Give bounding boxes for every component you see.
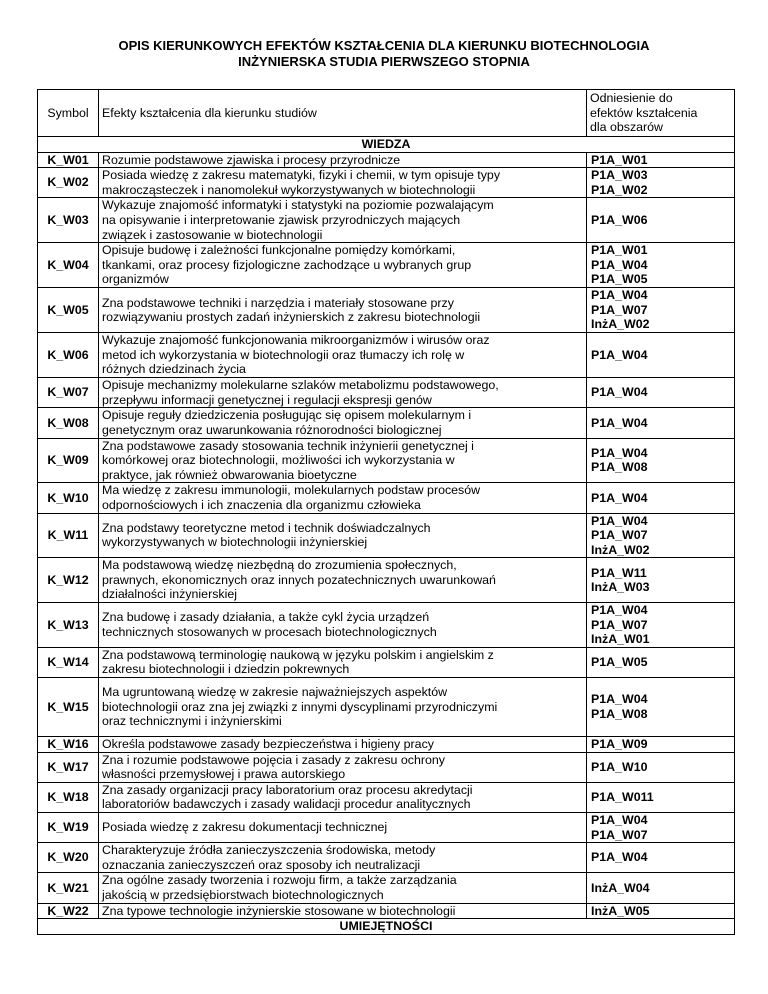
- outcome-symbol: K_W01: [38, 152, 99, 168]
- description-line: przepływu informacji genetycznej i regulacji ekspresji genów: [102, 392, 432, 407]
- outcome-symbol: K_W09: [38, 438, 99, 483]
- description-line: Wykazuje znajomość informatyki i statystyki na poziomie pozwalającym: [102, 198, 494, 213]
- outcome-references: [587, 288, 735, 333]
- outcome-references: [587, 782, 735, 812]
- outcome-references: [587, 438, 735, 483]
- outcome-description: [99, 168, 587, 198]
- reference-code: P1A_W04: [591, 850, 648, 865]
- description-line: Opisuje reguły dziedziczenia posługując się opisem molekularnym i: [102, 408, 472, 423]
- description-line: zakresu biotechnologii i dziedzin pokrewnych: [102, 662, 350, 677]
- table-row: [38, 813, 735, 843]
- description-line: oraz technicznymi i inżynierskimi: [102, 714, 282, 729]
- header-effects: Efekty kształcenia dla kierunku studiów: [99, 90, 587, 137]
- description-line: technicznych stosowanych w procesach biotechnologicznych: [102, 624, 437, 639]
- outcome-symbol: K_W11: [38, 513, 99, 558]
- reference-code: P1A_W07: [591, 617, 648, 632]
- description-line: praktyce, jak również obwarowania bioetyczne: [102, 467, 357, 482]
- outcome-description: [99, 378, 587, 408]
- description-line: makrocząsteczek i nanomolekuł wykorzystywanych w biotechnologii: [102, 182, 476, 197]
- reference-code: P1A_W04: [591, 347, 648, 362]
- outcome-description: [99, 198, 587, 243]
- outcome-description: [99, 603, 587, 648]
- reference-code: P1A_W04: [591, 288, 648, 303]
- reference-code: InżA_W02: [591, 542, 650, 557]
- description-line: Zna podstawy teoretyczne metod i technik doświadczalnych: [102, 520, 431, 535]
- header-reference-line: Odniesienie do: [590, 91, 673, 106]
- table-row: [38, 782, 735, 812]
- reference-code: P1A_W01: [591, 152, 648, 167]
- description-line: Zna zasady organizacji pracy laboratorium oraz procesu akredytacji: [102, 782, 473, 797]
- outcome-description: [99, 333, 587, 378]
- outcome-description: [99, 438, 587, 483]
- outcome-description: [99, 678, 587, 737]
- description-line: prawnych, ekonomicznych oraz innych pozatechnicznych uwarunkowań: [102, 572, 496, 587]
- reference-code: InżA_W04: [591, 880, 650, 895]
- table-row: [38, 168, 735, 198]
- outcome-references: [587, 483, 735, 513]
- reference-code: P1A_W04: [591, 692, 648, 707]
- description-line: Zna podstawową terminologię naukową w języku polskim i angielskim z: [102, 647, 494, 662]
- outcome-references: [587, 333, 735, 378]
- table-row: [38, 843, 735, 873]
- reference-code: P1A_W04: [591, 385, 648, 400]
- reference-code: P1A_W03: [591, 168, 648, 183]
- description-line: Posiada wiedzę z zakresu matematyki, fizyki i chemii, w tym opisuje typy: [102, 168, 501, 183]
- description-line: Ma podstawową wiedzę niezbędną do zrozumienia społecznych,: [102, 558, 457, 573]
- reference-code: P1A_W05: [591, 655, 648, 670]
- outcome-symbol: K_W10: [38, 483, 99, 513]
- reference-code: InżA_W05: [591, 903, 650, 918]
- description-line: oznaczania zanieczyszczeń oraz sposoby ich neutralizacji: [102, 857, 421, 872]
- table-row: [38, 152, 735, 168]
- outcome-symbol: K_W19: [38, 813, 99, 843]
- table-row: [38, 903, 735, 919]
- description-line: Posiada wiedzę z zakresu dokumentacji technicznej: [102, 820, 388, 835]
- reference-code: P1A_W04: [591, 415, 648, 430]
- outcome-references: [587, 737, 735, 753]
- reference-code: P1A_W04: [591, 257, 648, 272]
- outcome-symbol: K_W17: [38, 752, 99, 782]
- description-line: związek i zastosowanie w biotechnologii: [102, 227, 323, 242]
- outcome-references: [587, 513, 735, 558]
- description-line: Zna podstawowe zasady stosowania technik inżynierii genetycznej i: [102, 438, 474, 453]
- outcome-description: [99, 647, 587, 677]
- outcome-symbol: K_W20: [38, 843, 99, 873]
- description-line: Rozumie podstawowe zjawiska i procesy przyrodnicze: [102, 152, 401, 167]
- description-line: tkankami, oraz procesy fizjologiczne zachodzące u wybranych grup: [102, 257, 472, 272]
- outcome-references: [587, 752, 735, 782]
- reference-code: P1A_W04: [591, 603, 648, 618]
- outcome-symbol: K_W14: [38, 647, 99, 677]
- outcome-description: [99, 782, 587, 812]
- outcome-references: [587, 198, 735, 243]
- reference-code: P1A_W08: [591, 707, 648, 722]
- outcome-references: [587, 378, 735, 408]
- outcome-symbol: K_W07: [38, 378, 99, 408]
- outcome-symbol: K_W12: [38, 558, 99, 603]
- description-line: Ma ugruntowaną wiedzę w zakresie najważniejszych aspektów: [102, 685, 448, 700]
- outcome-description: [99, 558, 587, 603]
- reference-code: P1A_W06: [591, 212, 648, 227]
- description-line: rozwiązywaniu prostych zadań inżynierskich z zakresu biotechnologii: [102, 310, 481, 325]
- reference-code: P1A_W08: [591, 460, 648, 475]
- description-line: Określa podstawowe zasady bezpieczeństwa i higieny pracy: [102, 737, 434, 752]
- description-line: różnych dziedzinach życia: [102, 362, 246, 377]
- reference-code: P1A_W07: [591, 528, 648, 543]
- description-line: odpornościowych i ich znaczenia dla organizmu człowieka: [102, 497, 421, 512]
- outcome-symbol: K_W18: [38, 782, 99, 812]
- reference-code: InżA_W02: [591, 317, 650, 332]
- table-row: [38, 438, 735, 483]
- header-reference-line: dla obszarów: [590, 120, 664, 135]
- outcome-references: [587, 903, 735, 919]
- description-line: Zna ogólne zasady tworzenia i rozwoju firm, a także zarządzania: [102, 873, 457, 888]
- table-row: [38, 752, 735, 782]
- description-line: wykorzystywanych w biotechnologii inżynierskiej: [102, 535, 368, 550]
- table-row: [38, 513, 735, 558]
- reference-code: P1A_W05: [591, 272, 648, 287]
- learning-outcomes-table: [37, 89, 735, 935]
- table-row: [38, 873, 735, 903]
- outcome-description: [99, 288, 587, 333]
- outcome-description: [99, 903, 587, 919]
- outcome-symbol: K_W08: [38, 408, 99, 438]
- outcome-symbol: K_W03: [38, 198, 99, 243]
- outcome-references: [587, 243, 735, 288]
- reference-code: P1A_W10: [591, 759, 648, 774]
- outcome-symbol: K_W15: [38, 678, 99, 737]
- reference-code: P1A_W07: [591, 302, 648, 317]
- outcome-description: [99, 408, 587, 438]
- outcome-references: [587, 152, 735, 168]
- outcome-references: [587, 678, 735, 737]
- outcome-description: [99, 873, 587, 903]
- description-line: Opisuje mechanizmy molekularne szlaków metabolizmu podstawowego,: [102, 378, 499, 393]
- reference-code: P1A_W01: [591, 243, 648, 258]
- outcome-description: [99, 813, 587, 843]
- outcome-references: [587, 408, 735, 438]
- description-line: jakością w przedsiębiorstwach biotechnologicznych: [102, 887, 384, 902]
- description-line: na opisywanie i interpretowanie zjawisk przyrodniczych mających: [102, 212, 461, 227]
- outcome-description: [99, 483, 587, 513]
- outcome-references: [587, 168, 735, 198]
- title-line-2: INŻYNIERSKA STUDIA PIERWSZEGO STOPNIA: [238, 54, 530, 69]
- description-line: działalności inżynierskiej: [102, 587, 237, 602]
- outcome-description: [99, 243, 587, 288]
- reference-code: P1A_W04: [591, 490, 648, 505]
- table-row: [38, 198, 735, 243]
- table-row: [38, 483, 735, 513]
- reference-code: P1A_W09: [591, 737, 648, 752]
- table-row: [38, 737, 735, 753]
- section-row-umiejetnosci: [38, 919, 735, 935]
- reference-code: InżA_W03: [591, 580, 650, 595]
- reference-code: P1A_W011: [591, 790, 654, 805]
- header-reference-line: efektów kształcenia: [590, 105, 698, 120]
- reference-code: InżA_W01: [591, 632, 650, 647]
- table-row: [38, 288, 735, 333]
- table-row: [38, 678, 735, 737]
- outcome-symbol: K_W16: [38, 737, 99, 753]
- outcome-references: [587, 843, 735, 873]
- table-row: [38, 378, 735, 408]
- header-reference: [587, 90, 735, 137]
- description-line: Zna i rozumie podstawowe pojęcia i zasady z zakresu ochrony: [102, 752, 445, 767]
- outcome-references: [587, 647, 735, 677]
- description-line: Zna budowę i zasady działania, a także cykl życia urządzeń: [102, 610, 430, 625]
- outcome-description: [99, 752, 587, 782]
- outcome-references: [587, 603, 735, 648]
- reference-code: P1A_W04: [591, 813, 648, 827]
- outcome-references: [587, 558, 735, 603]
- document-title: [0, 38, 768, 70]
- outcome-references: [587, 873, 735, 903]
- outcome-symbol: K_W04: [38, 243, 99, 288]
- description-line: własności przemysłowej i prawa autorskiego: [102, 767, 346, 782]
- outcome-references: [587, 813, 735, 843]
- outcome-symbol: K_W13: [38, 603, 99, 648]
- description-line: metod ich wykorzystania w biotechnologii oraz tłumaczy ich rolę w: [102, 347, 465, 362]
- outcome-symbol: K_W22: [38, 903, 99, 919]
- table-row: [38, 333, 735, 378]
- header-symbol: Symbol: [38, 90, 99, 137]
- outcome-description: [99, 513, 587, 558]
- outcome-symbol: K_W02: [38, 168, 99, 198]
- description-line: Zna typowe technologie inżynierskie stosowane w biotechnologii: [102, 903, 456, 918]
- table-header-row: [38, 90, 735, 137]
- title-line-1: OPIS KIERUNKOWYCH EFEKTÓW KSZTAŁCENIA DLA KIERUNKU BIOTECHNOLOGIA: [118, 38, 650, 53]
- description-line: komórkowej oraz biotechnologii, możliwości ich wykorzystania w: [102, 453, 455, 468]
- reference-code: P1A_W07: [591, 827, 648, 842]
- reference-code: P1A_W04: [591, 513, 648, 528]
- description-line: Opisuje budowę i zależności funkcjonalne pomiędzy komórkami,: [102, 243, 456, 258]
- reference-code: P1A_W11: [591, 565, 647, 580]
- outcome-symbol: K_W06: [38, 333, 99, 378]
- description-line: Wykazuje znajomość funkcjonowania mikroorganizmów i wirusów oraz: [102, 333, 490, 348]
- description-line: Charakteryzuje źródła zanieczyszczenia środowiska, metody: [102, 843, 436, 858]
- section-row-wiedza: [38, 137, 735, 153]
- section-label-wiedza: WIEDZA: [38, 137, 735, 153]
- section-label-umiejetnosci: UMIEJĘTNOŚCI: [38, 919, 735, 935]
- reference-code: P1A_W04: [591, 445, 648, 460]
- description-line: Ma wiedzę z zakresu immunologii, molekularnych podstaw procesów: [102, 483, 481, 498]
- table-row: [38, 408, 735, 438]
- outcome-description: [99, 152, 587, 168]
- table-row: [38, 243, 735, 288]
- outcome-description: [99, 843, 587, 873]
- table-row: [38, 558, 735, 603]
- outcome-symbol: K_W05: [38, 288, 99, 333]
- description-line: biotechnologii oraz zna jej związki z innymi dyscyplinami przyrodniczymi: [102, 699, 498, 714]
- table-row: [38, 647, 735, 677]
- outcome-description: [99, 737, 587, 753]
- table-row: [38, 603, 735, 648]
- reference-code: P1A_W02: [591, 182, 648, 197]
- outcome-symbol: K_W21: [38, 873, 99, 903]
- description-line: laboratoriów badawczych i zasady walidacji procedur analitycznych: [102, 797, 471, 812]
- description-line: genetycznym oraz uwarunkowania różnorodności biologicznej: [102, 422, 442, 437]
- description-line: organizmów: [102, 272, 169, 287]
- description-line: Zna podstawowe techniki i narzędzia i materiały stosowane przy: [102, 295, 454, 310]
